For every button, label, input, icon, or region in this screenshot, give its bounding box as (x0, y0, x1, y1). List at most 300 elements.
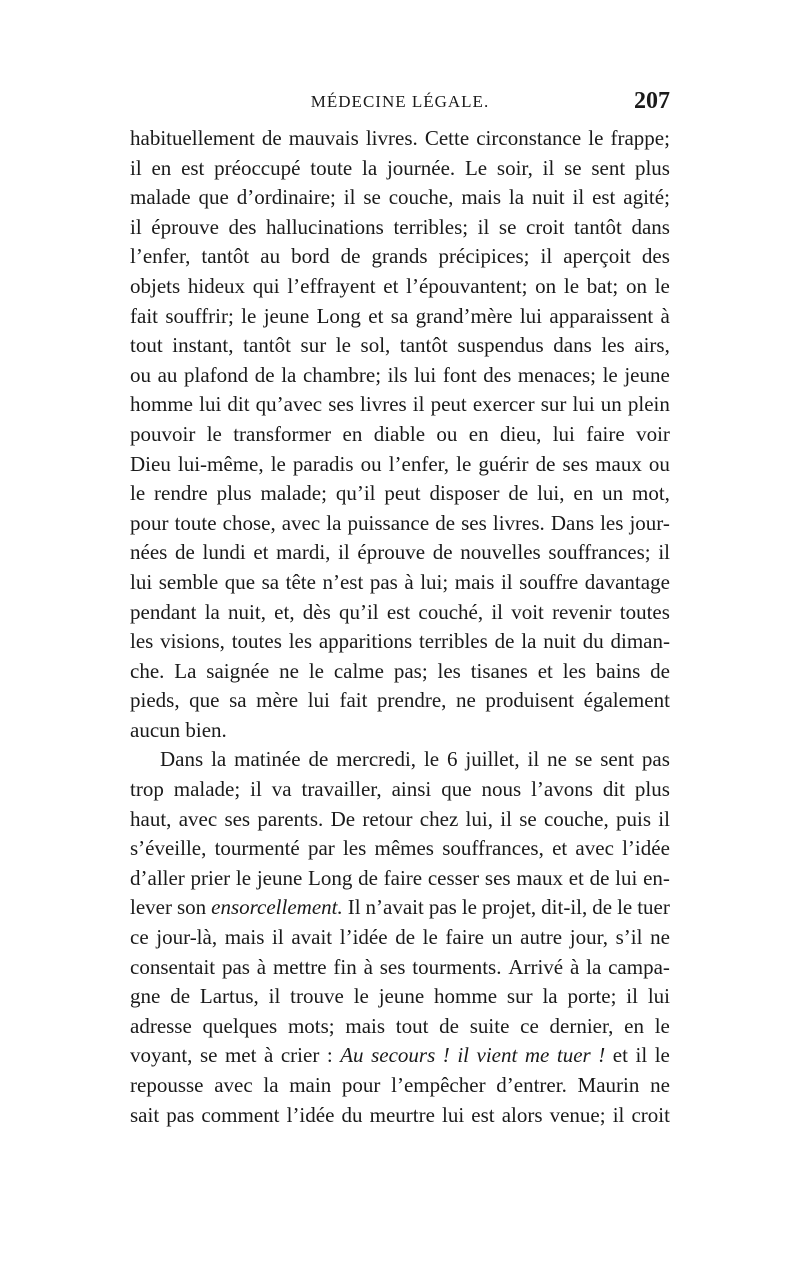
word: la (521, 629, 537, 654)
word: dernier, (549, 1013, 614, 1038)
word: menaces; (517, 362, 596, 387)
word: l’idée (339, 925, 388, 950)
word: bord (291, 244, 330, 269)
word: habituellement (130, 126, 255, 150)
word: jour, (569, 925, 608, 950)
text-line (130, 361, 670, 391)
word: suite (469, 1013, 510, 1038)
word: lui (552, 421, 575, 446)
word: jour- (629, 510, 670, 535)
word: nuit (531, 185, 565, 210)
word: campa- (608, 954, 670, 979)
word: que (441, 777, 472, 802)
word: à (404, 569, 414, 594)
word: le (308, 658, 324, 683)
text-line (130, 213, 670, 243)
word: et (612, 1043, 628, 1068)
word: tourmenté (214, 836, 300, 861)
text-line (130, 982, 670, 1012)
word: de (170, 984, 191, 1009)
word: croit (631, 1102, 670, 1127)
word: il (658, 806, 670, 831)
word: il (626, 984, 638, 1009)
word: mettre (272, 954, 327, 979)
word: sa (390, 303, 409, 328)
word: au (260, 244, 281, 269)
word: et (552, 836, 568, 861)
word: lui (414, 362, 437, 387)
word: nuit (543, 629, 576, 654)
word: main (289, 1073, 332, 1097)
word: plein (627, 392, 670, 417)
italic-word: Au (340, 1043, 364, 1068)
word: qu’avec (255, 392, 323, 417)
word: voir (636, 421, 670, 446)
word: lever (130, 895, 172, 920)
word: le (422, 925, 438, 950)
word: disposer (429, 481, 500, 506)
word: De (330, 806, 356, 831)
text-line (130, 568, 670, 598)
word: soir, (496, 155, 533, 180)
word: il (612, 1102, 625, 1127)
word: les (288, 629, 313, 654)
word: des (228, 214, 257, 239)
word: mercredi, (336, 747, 417, 772)
word: mots; (287, 1013, 335, 1038)
word: pas; (393, 658, 428, 683)
word: projet, (481, 895, 537, 920)
word: voyant, (130, 1043, 193, 1068)
word: son (176, 895, 207, 920)
word: il (635, 1043, 648, 1068)
word: avec (178, 806, 218, 831)
word: va (271, 777, 292, 802)
word: tout (130, 333, 163, 358)
word: plus (634, 777, 670, 802)
word: maux (516, 865, 563, 890)
word: produisent (485, 688, 575, 713)
word: avec (214, 1073, 253, 1097)
text-line (130, 509, 670, 539)
word: sur (540, 392, 567, 417)
text-line (130, 1012, 670, 1042)
word: jeune (256, 865, 303, 890)
word: mot, (631, 481, 670, 506)
word: matinée (234, 747, 301, 772)
word: comment (201, 1102, 280, 1127)
word: en (624, 1013, 644, 1038)
word: instant, (172, 333, 234, 358)
word: bains (595, 658, 641, 683)
word: toute (310, 155, 353, 180)
word: ses (484, 865, 511, 890)
word: ainsi (391, 777, 432, 802)
word: il (572, 185, 585, 210)
text-line (130, 923, 670, 953)
word: l’idée (286, 1102, 335, 1127)
word: des (483, 362, 512, 387)
word: : (326, 1043, 333, 1068)
word: pouvoir (130, 421, 196, 446)
text-line (130, 893, 670, 923)
word: la (263, 1073, 279, 1097)
word: pendant (130, 599, 197, 624)
word: objets (130, 273, 181, 298)
word: mais (454, 569, 495, 594)
word: qui (252, 273, 280, 298)
word: à (569, 954, 580, 979)
word: le (130, 481, 146, 506)
word: dès (302, 599, 331, 624)
word: Lartus, (199, 984, 259, 1009)
word: du (582, 629, 604, 654)
running-head: MÉDECINE LÉGALE. (310, 92, 490, 111)
word: alors (501, 1102, 543, 1127)
word: adresse (130, 1013, 192, 1038)
word: la (326, 510, 342, 535)
word: à (660, 303, 670, 328)
word: au (157, 362, 178, 387)
word: il (500, 569, 513, 594)
word: tourments. (412, 954, 502, 979)
word: souffrances, (442, 836, 544, 861)
word: se (519, 806, 537, 831)
text-line (130, 1071, 670, 1101)
word: La (174, 658, 197, 683)
word: de (592, 895, 613, 920)
body-text (130, 124, 670, 1130)
word: homme (434, 984, 498, 1009)
word: se (564, 155, 582, 180)
word: de (358, 865, 378, 890)
word: pas (369, 569, 398, 594)
word: en- (643, 865, 670, 890)
word: tête (285, 569, 316, 594)
word: couche, (388, 185, 454, 210)
word: livres (360, 392, 407, 417)
word: les (130, 629, 154, 654)
word: de (254, 362, 275, 387)
word: chose, (222, 510, 276, 535)
word: le (423, 747, 440, 772)
word: et (568, 865, 584, 890)
word: bat; (586, 273, 619, 298)
word: la (281, 362, 297, 387)
word: les (342, 836, 367, 861)
text-line (130, 124, 670, 154)
word: il (343, 185, 356, 210)
word: de (535, 451, 556, 476)
word: quelques (202, 1013, 278, 1038)
text-line (130, 686, 670, 716)
word: sent (591, 155, 626, 180)
word: il (542, 155, 555, 180)
word: aperçoit (563, 244, 631, 269)
word: journée. (386, 155, 456, 180)
text-line (130, 953, 670, 983)
word: jeune (263, 303, 310, 328)
word: il (540, 244, 553, 269)
word: apparitions (318, 629, 413, 654)
word: un (600, 392, 622, 417)
word: faire (445, 925, 484, 950)
word: tout (395, 1013, 429, 1038)
word: tuer (637, 895, 670, 920)
word: dit (602, 777, 625, 802)
word: mardi, (276, 540, 331, 565)
word: parents. (257, 806, 324, 831)
word: trouve (290, 984, 344, 1009)
word: il (527, 747, 540, 772)
word: s’éveille, (130, 836, 207, 861)
word: est (592, 185, 616, 210)
italic-word: secours (371, 1043, 436, 1068)
word: maux (595, 451, 642, 476)
word: plafond (184, 362, 249, 387)
word: il (412, 392, 425, 417)
word: mère (256, 688, 299, 713)
word: mêmes (374, 836, 434, 861)
word: lui (199, 392, 222, 417)
word: dans (553, 333, 592, 358)
text-line (130, 864, 670, 894)
word: lui (442, 1102, 465, 1127)
word: le (206, 421, 222, 446)
word: que (198, 185, 229, 210)
word: que (224, 569, 256, 594)
word: par (307, 836, 335, 861)
word: pour (341, 1073, 381, 1097)
word: d’ordinaire; (236, 185, 336, 210)
text-line (130, 1041, 670, 1071)
word: tantôt (201, 244, 250, 269)
word: diman- (610, 629, 670, 654)
word: ce (130, 925, 149, 950)
word: se (363, 185, 381, 210)
word: qu’il (335, 481, 376, 506)
word: pieds, (130, 688, 180, 713)
text-line (130, 302, 670, 332)
word: un (602, 481, 624, 506)
text-line (130, 598, 670, 628)
word: de (395, 925, 416, 950)
word: ses (224, 806, 251, 831)
word: il (491, 599, 503, 624)
word: Arrivé (508, 954, 564, 979)
word: terribles; (393, 214, 469, 239)
word: plus (634, 155, 670, 180)
italic-word: me (524, 1043, 550, 1068)
text-line (130, 657, 670, 687)
word: croit (525, 214, 565, 239)
word: calme (333, 658, 384, 683)
word: hideux (187, 273, 246, 298)
word: ce (520, 1013, 539, 1038)
word: prier (190, 865, 231, 890)
word: malade; (173, 777, 241, 802)
word: le (654, 1043, 670, 1068)
word: dieu, (499, 421, 542, 446)
word: hallucinations (266, 214, 384, 239)
word: le (461, 895, 477, 920)
word: lundi (202, 540, 246, 565)
word: avec (575, 836, 614, 861)
word: le (241, 303, 257, 328)
word: avait (291, 925, 333, 950)
word: la (542, 984, 558, 1009)
word: ou (130, 362, 151, 387)
word: davantage (584, 569, 670, 594)
word: on (625, 273, 647, 298)
word: guérir (478, 451, 529, 476)
word: le (235, 865, 252, 890)
word: met (224, 1043, 257, 1068)
word: le (654, 1013, 670, 1038)
word: Dans (160, 747, 204, 772)
word: chambre; (302, 362, 382, 387)
word: frappe; (610, 126, 670, 150)
text-line (130, 154, 670, 184)
word: de (261, 126, 282, 150)
word: éprouve (151, 214, 219, 239)
word: tantôt (574, 214, 622, 239)
word: apparaissent (549, 303, 654, 328)
word: travailler, (301, 777, 382, 802)
text-line (130, 450, 670, 480)
word: che. (130, 658, 165, 683)
word: également (583, 688, 670, 713)
word: ils (387, 362, 408, 387)
word: un (491, 925, 513, 950)
word: nuit, (228, 599, 266, 624)
word: sol, (360, 333, 391, 358)
word: en (468, 421, 489, 446)
word: ses (461, 510, 487, 535)
word: grands (371, 244, 428, 269)
word: il (658, 540, 670, 565)
word: et (253, 540, 269, 565)
word: se (574, 747, 593, 772)
word: sa (261, 569, 280, 594)
page-header (0, 88, 800, 124)
word: l’idée (622, 836, 670, 861)
word: Long (316, 303, 361, 328)
word: aucun bien. (130, 717, 227, 742)
word: l’épouvantent; (406, 273, 528, 298)
word: semble (158, 569, 219, 594)
word: puis (615, 806, 651, 831)
italic-word: ! (442, 1043, 450, 1068)
word: n’avait (365, 895, 424, 920)
word: ne (650, 925, 670, 950)
word: l’empêcher (391, 1073, 486, 1097)
word: voit (511, 599, 544, 624)
word: de (439, 1013, 459, 1038)
word: ou (360, 451, 382, 476)
word: de (308, 747, 329, 772)
italic-word: ensorcellement. (211, 895, 343, 920)
word: ses (328, 392, 354, 417)
word: diable (373, 421, 426, 446)
word: il (268, 984, 281, 1009)
word: ne (279, 658, 299, 683)
word: toute (174, 510, 217, 535)
word: il (272, 925, 284, 950)
text-line (130, 775, 670, 805)
word: qu’il (338, 599, 379, 624)
word: le (563, 273, 580, 298)
word: meurtre (369, 1102, 435, 1127)
word: juillet, (465, 747, 520, 772)
word: sur (506, 984, 533, 1009)
word: puissance (347, 510, 430, 535)
word: est (386, 599, 411, 624)
italic-word: il (457, 1043, 469, 1068)
word: souffre (519, 569, 579, 594)
word: à (363, 954, 373, 979)
word: le (456, 451, 472, 476)
word: prendre, (377, 688, 447, 713)
word: lui (130, 569, 153, 594)
word: mais (461, 185, 501, 210)
word: faire (586, 421, 625, 446)
word: homme (130, 392, 193, 417)
word: souffrir; (165, 303, 234, 328)
word: est (471, 1102, 495, 1127)
word: peut (384, 481, 421, 506)
word: en (573, 481, 594, 506)
text-line (130, 627, 670, 657)
word: il (130, 155, 142, 180)
word: la (586, 954, 602, 979)
word: ses (562, 451, 589, 476)
word: précipices; (438, 244, 530, 269)
word: de (340, 244, 361, 269)
text-line (130, 745, 670, 775)
word: tisanes (470, 658, 528, 683)
word: exercer (472, 392, 535, 417)
word: jeune (624, 362, 670, 387)
word: nouvelles (460, 540, 541, 565)
word: sur (300, 333, 327, 358)
word: lui (572, 392, 595, 417)
word: sent (600, 747, 635, 772)
word: fait (339, 688, 368, 713)
word: haut, (130, 806, 172, 831)
italic-word: ! (598, 1043, 606, 1068)
word: nous (481, 777, 522, 802)
word: de (435, 510, 456, 535)
word: il (500, 806, 512, 831)
word: repousse (130, 1073, 204, 1097)
word: on (535, 273, 557, 298)
word: lui; (420, 569, 449, 594)
word: lui (519, 303, 542, 328)
text-line (130, 420, 670, 450)
text-line (130, 272, 670, 302)
word: nées (130, 540, 168, 565)
word: s’il (615, 925, 643, 950)
word: crier (280, 1043, 320, 1068)
word: couché, (418, 599, 484, 624)
word: trop (130, 777, 164, 802)
word: il (477, 214, 490, 239)
word: Le (464, 155, 488, 180)
word: ou (648, 451, 670, 476)
word: malade (130, 185, 191, 210)
word: avec (281, 510, 321, 535)
